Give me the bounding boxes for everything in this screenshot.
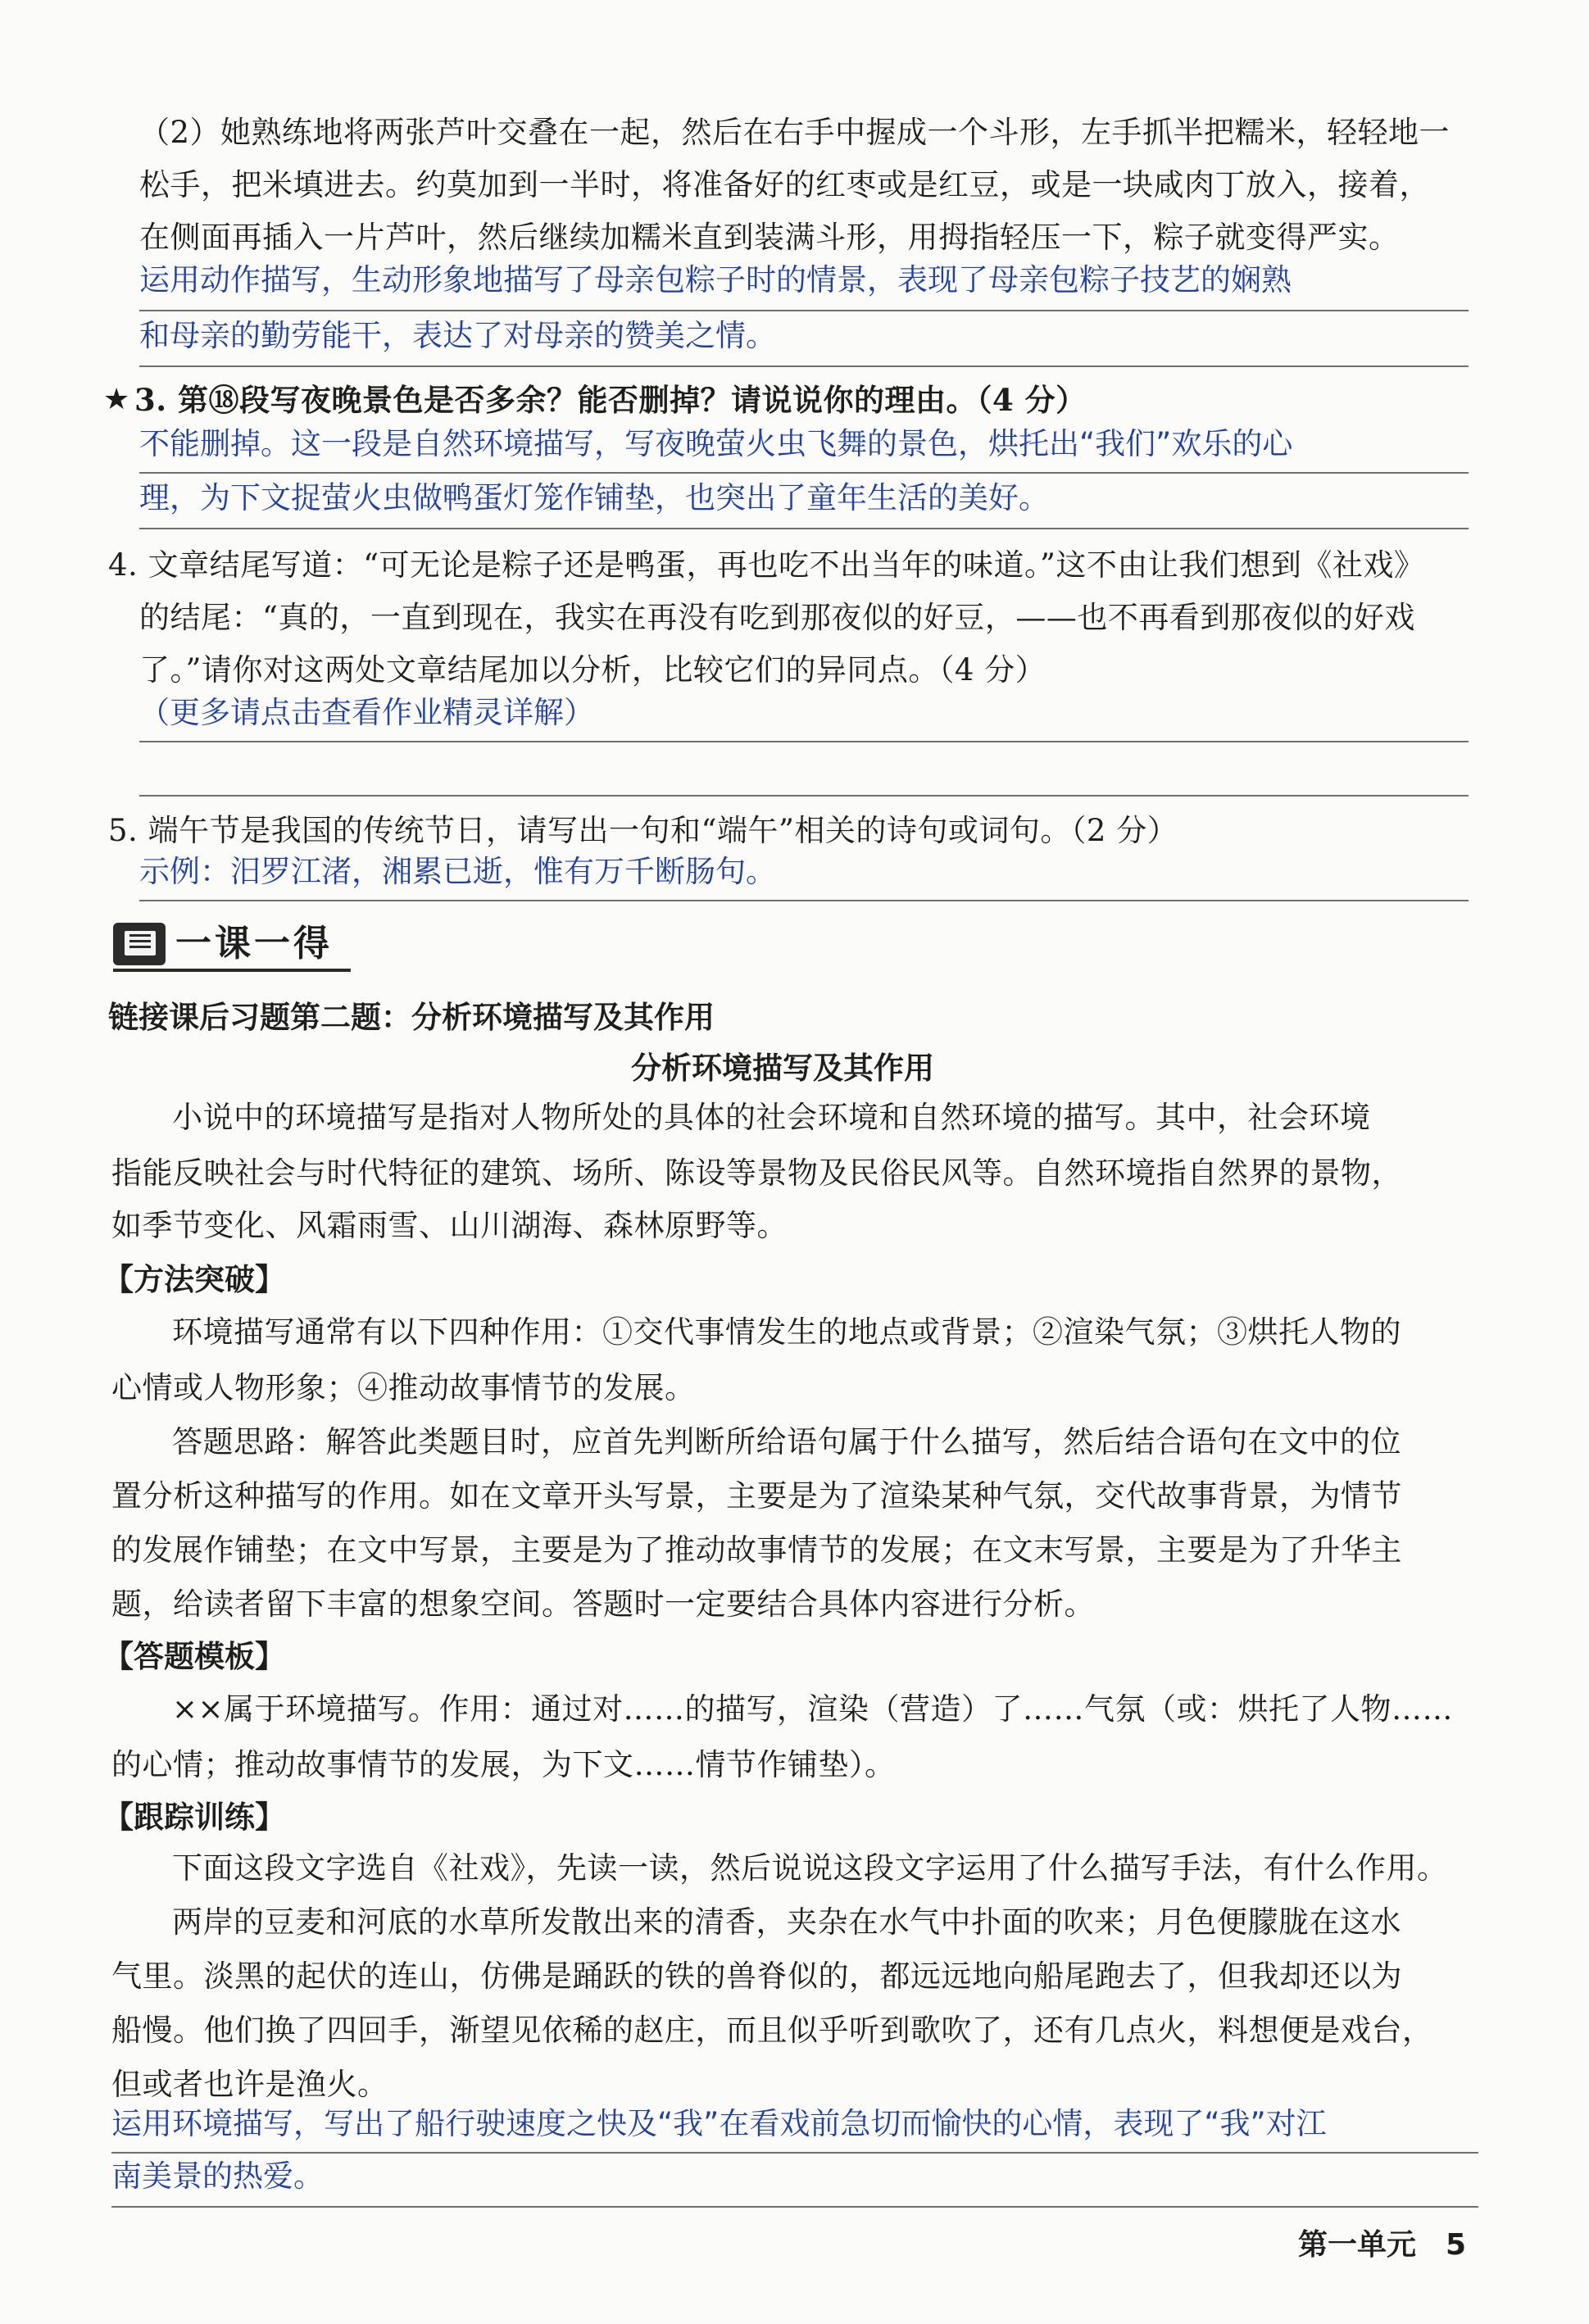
training-line-4: 船慢。他们换了四回手，渐望见依稀的赵庄，而且似乎听到歌吹了，还有几点火，料想便是戏台， <box>111 2013 1433 2048</box>
answer-rule <box>139 310 1469 311</box>
approach-line-1: 答题思路：解答此类题目时，应首先判断所给语句属于什么描写，然后结合语句在文中的位 <box>172 1424 1401 1459</box>
item2-answer-line-2: 和母亲的勤劳能干，表达了对母亲的赞美之情。 <box>139 318 776 353</box>
answer-rule <box>139 795 1469 797</box>
question-4-line-1: 4. 文章结尾写道：“可无论是粽子还是鸭蛋，再也吃不出当年的味道。”这不由让我们想到《社戏》 <box>108 547 1425 583</box>
item2-line-2: 松手，把米填进去。约莫加到一半时，将准备好的红枣或是红豆，或是一块咸肉丁放入，接着， <box>139 167 1430 202</box>
section-title: 一课一得 <box>175 923 333 965</box>
question-4-line-2: 的结尾：“真的，一直到现在，我实在再没有吃到那夜似的好豆，——也不再看到那夜似的好戏 <box>139 600 1415 635</box>
approach-line-3: 的发展作铺垫；在文中写景，主要是为了推动故事情节的发展；在文末写景，主要是为了升华主 <box>111 1532 1402 1568</box>
training-answer-line-2: 南美景的热爱。 <box>111 2158 324 2194</box>
intro-line-2: 指能反映社会与时代特征的建筑、场所、陈设等景物及民俗民风等。自然环境指自然界的景物， <box>111 1155 1402 1191</box>
approach-line-2: 置分析这种描写的作用。如在文章开头写景，主要是为了渲染某种气氛，交代故事背景，为情节 <box>111 1478 1402 1514</box>
section-header <box>113 919 351 970</box>
method-line-1: 环境描写通常有以下四种作用：①交代事情发生的地点或背景；②渲染气氛；③烘托人物的 <box>172 1314 1401 1350</box>
q3-answer-line-2: 理，为下文捉萤火虫做鸭蛋灯笼作铺垫，也突出了童年生活的美好。 <box>139 480 1049 515</box>
answer-rule <box>111 2152 1478 2154</box>
star-icon: ★ <box>103 383 130 416</box>
link-heading: 链接课后习题第二题：分析环境描写及其作用 <box>108 1000 715 1035</box>
template-line-1: ××属于环境描写。作用：通过对……的描写，渲染（营造）了……气氛（或：烘托了人物…… <box>172 1691 1454 1727</box>
q3-answer-line-1: 不能删掉。这一段是自然环境描写，写夜晚萤火虫飞舞的景色，烘托出“我们”欢乐的心 <box>139 426 1293 461</box>
method-label: 【方法突破】 <box>103 1262 285 1297</box>
question-5: 5. 端午节是我国的传统节日，请写出一句和“端午”相关的诗句或词句。（2 分） <box>108 813 1178 848</box>
training-answer-line-1: 运用环境描写，写出了船行驶速度之快及“我”在看戏前急切而愉快的心情，表现了“我”对江 <box>111 2106 1327 2141</box>
subtitle: 分析环境描写及其作用 <box>631 1051 934 1086</box>
answer-rule <box>139 365 1469 367</box>
training-label: 【跟踪训练】 <box>103 1800 285 1835</box>
page-number: 5 <box>1446 2228 1467 2262</box>
q5-answer: 示例：汨罗江渚，湘累已逝，惟有万千断肠句。 <box>139 854 776 889</box>
footer-unit: 第一单元 <box>1298 2228 1417 2262</box>
intro-line-3: 如季节变化、风霜雨雪、山川湖海、森林原野等。 <box>111 1208 788 1243</box>
item2-line-1: （2）她熟练地将两张芦叶交叠在一起，然后在右手中握成一个斗形，左手抓半把糯米，轻轻地一 <box>139 115 1451 150</box>
method-line-2: 心情或人物形象；④推动故事情节的发展。 <box>111 1370 696 1405</box>
question-3: 3. 第⑱段写夜晚景色是否多余？能否删掉？请说说你的理由。（4 分） <box>134 382 1087 418</box>
answer-rule <box>139 741 1469 742</box>
q4-answer-link[interactable]: （更多请点击查看作业精灵详解） <box>139 695 594 730</box>
training-line-1: 下面这段文字选自《社戏》，先读一读，然后说说这段文字运用了什么描写手法，有什么作用。 <box>172 1850 1448 1886</box>
answer-rule <box>111 2206 1478 2208</box>
training-line-2: 两岸的豆麦和河底的水草所发散出来的清香，夹杂在水气中扑面的吹来；月色便朦胧在这水 <box>172 1904 1401 1940</box>
answer-rule <box>139 900 1469 901</box>
template-line-2: 的心情；推动故事情节的发展，为下文……情节作铺垫）。 <box>111 1747 896 1782</box>
template-label: 【答题模板】 <box>103 1639 285 1674</box>
notebook-icon <box>113 923 166 965</box>
answer-rule <box>139 472 1469 474</box>
training-line-3: 气里。淡黑的起伏的连山，仿佛是踊跃的铁的兽脊似的，都远远地向船尾跑去了，但我却还以为 <box>111 1959 1402 1994</box>
item2-answer-line-1: 运用动作描写，生动形象地描写了母亲包粽子时的情景，表现了母亲包粽子技艺的娴熟 <box>139 262 1292 297</box>
intro-line-1: 小说中的环境描写是指对人物所处的具体的社会环境和自然环境的描写。其中，社会环境 <box>172 1100 1371 1135</box>
training-line-5: 但或者也许是渔火。 <box>111 2067 388 2102</box>
question-4-line-3: 了。”请你对这两处文章结尾加以分析，比较它们的异同点。（4 分） <box>139 652 1046 688</box>
item2-line-3: 在侧面再插入一片芦叶，然后继续加糯米直到装满斗形，用拇指轻压一下，粽子就变得严实。 <box>139 220 1400 255</box>
approach-line-4: 题，给读者留下丰富的想象空间。答题时一定要结合具体内容进行分析。 <box>111 1586 1095 1622</box>
answer-rule <box>139 528 1469 529</box>
